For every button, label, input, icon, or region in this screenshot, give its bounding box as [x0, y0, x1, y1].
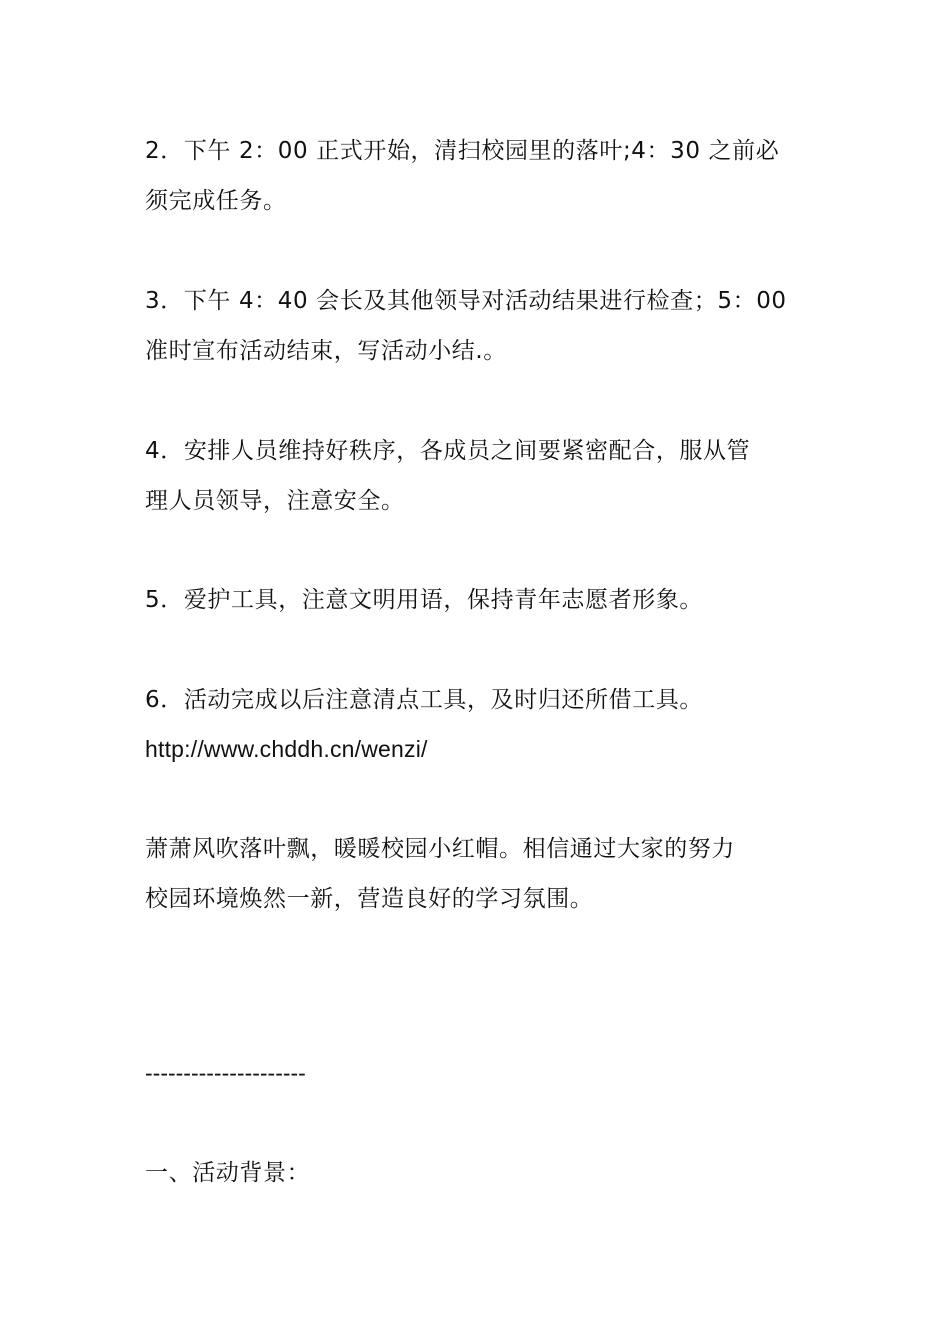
item-2-line-2: 须完成任务。 — [145, 188, 287, 214]
item-4-line-2: 理人员领导，注意安全。 — [145, 488, 405, 514]
closing-line-1: 萧萧风吹落叶飘，暖暖校园小红帽。相信通过大家的努力 — [145, 836, 735, 862]
section-heading: 一、活动背景： — [145, 1160, 311, 1186]
source-url: http://www.chddh.cn/wenzi/ — [145, 736, 428, 762]
item-3-line-2: 准时宣布活动结束，写活动小结.。 — [145, 338, 507, 364]
item-4-line-1: 4．安排人员维持好秩序，各成员之间要紧密配合，服从管 — [145, 438, 751, 464]
closing-line-2: 校园环境焕然一新，营造良好的学习氛围。 — [145, 886, 594, 912]
item-3-line-1: 3．下午 4：40 会长及其他领导对活动结果进行检查；5：00 — [145, 288, 787, 314]
item-2-line-1: 2．下午 2：00 正式开始，清扫校园里的落叶;4：30 之前必 — [145, 138, 780, 164]
item-6-line: 6．活动完成以后注意清点工具，及时归还所借工具。 — [145, 687, 704, 713]
item-5-line: 5．爱护工具，注意文明用语，保持青年志愿者形象。 — [145, 587, 704, 613]
section-divider: --------------------- — [145, 1060, 306, 1086]
